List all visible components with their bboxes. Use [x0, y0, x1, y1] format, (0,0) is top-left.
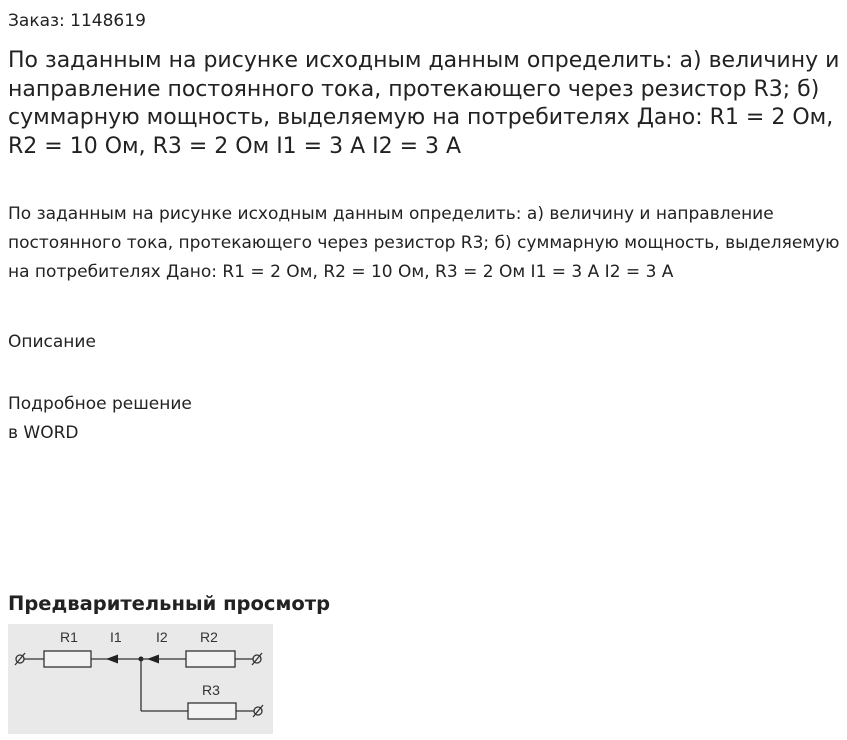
label-r1: R1	[60, 629, 78, 645]
page-title: По заданным на рисунке исходным данным определить: а) величину и направление постоянного тока, протекающего через резистор R3; б) суммарную мощность, выделяемую на потребителях Дано: R1 = 2 Ом, R2 = 10 Ом, R3 = 2 Ом I1 = 3 А I2 = 3 А	[8, 48, 840, 159]
solution-line-2: в WORD	[8, 423, 79, 443]
label-r2: R2	[200, 629, 218, 645]
description-label: Описание	[8, 332, 96, 352]
arrow-i1-icon	[106, 655, 118, 664]
label-i1: I1	[110, 629, 122, 645]
label-i2: I2	[156, 629, 168, 645]
resistor-r1	[44, 651, 91, 667]
resistor-r3	[188, 703, 236, 719]
resistor-r2	[186, 651, 235, 667]
order-number: Заказ: 1148619	[8, 11, 146, 31]
preview-heading: Предварительный просмотр	[8, 592, 331, 615]
arrow-i2-icon	[147, 655, 159, 664]
task-description: По заданным на рисунке исходным данным определить: а) величину и направление постоянного тока, протекающего через резистор R3; б) суммарную мощность, выделяемую на потребителях Дано: R1 = 2 Ом, R2 = 10 Ом, R3 = 2 Ом I1 = 3 А I2 = 3 А	[8, 204, 840, 282]
solution-info	[8, 390, 192, 448]
circuit-diagram	[8, 624, 273, 734]
circuit-preview-image	[8, 624, 273, 734]
label-r3: R3	[202, 682, 220, 698]
solution-line-1: Подробное решение	[8, 394, 192, 414]
